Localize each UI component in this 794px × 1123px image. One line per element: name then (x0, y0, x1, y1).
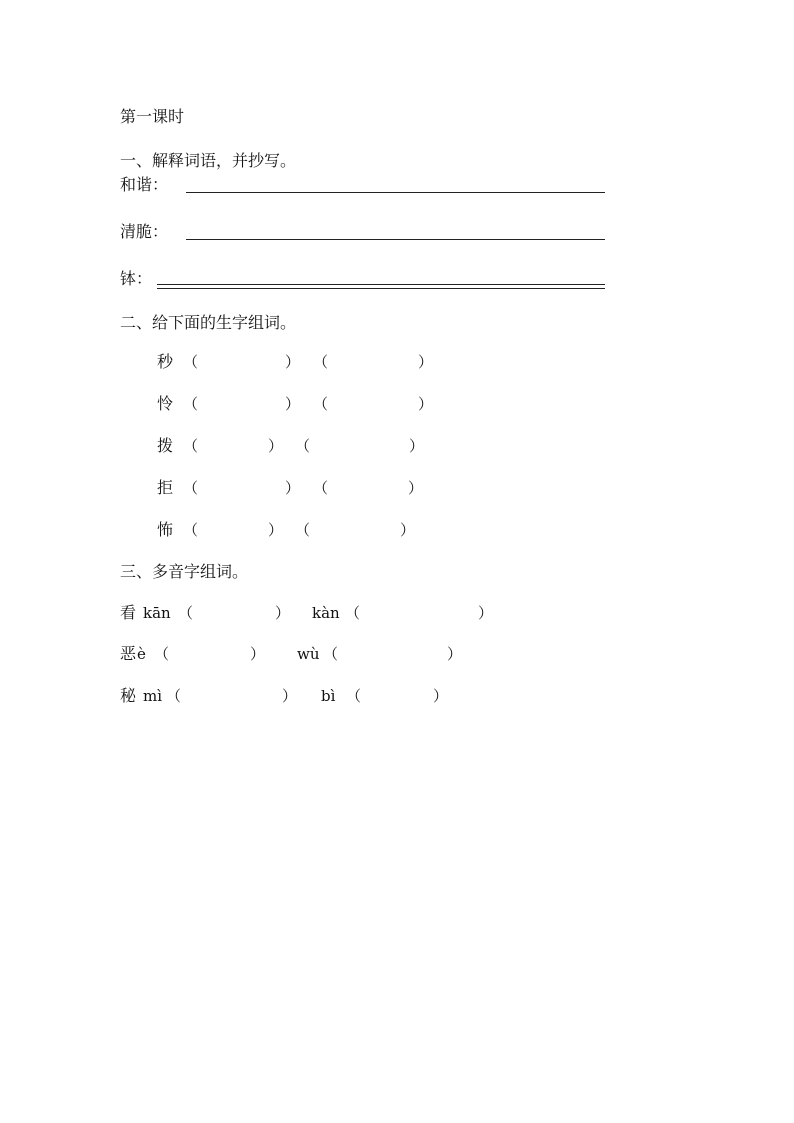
section1-heading: 一、解释词语，并抄写。 (120, 151, 297, 170)
paren-open: （ (154, 645, 170, 663)
paren-open: （ (345, 604, 361, 622)
paren-open: （ (313, 353, 329, 371)
vocab-label-bo: 钵： (120, 269, 153, 288)
char-bo: 拨 (157, 436, 174, 455)
lesson-title: 第一课时 (120, 107, 185, 126)
answer-line-qingcui[interactable] (186, 239, 605, 240)
pinyin-mi: mì (143, 687, 163, 705)
paren-close: ） (282, 687, 298, 705)
answer-line-hexie[interactable] (186, 192, 605, 193)
paren-open: （ (295, 437, 311, 455)
section3-heading: 三、多音字组词。 (120, 562, 249, 581)
pinyin-bi: bì (321, 687, 336, 705)
paren-open: （ (166, 687, 182, 705)
paren-close: ） (268, 521, 284, 539)
paren-open: （ (183, 521, 199, 539)
paren-close: ） (400, 521, 416, 539)
paren-close: ） (409, 437, 425, 455)
pinyin-e: è (137, 645, 146, 663)
pinyin-kan1: kān (143, 604, 171, 622)
paren-open: （ (346, 687, 362, 705)
paren-open: （ (178, 604, 194, 622)
pinyin-wu: wù (297, 645, 320, 663)
paren-close: ） (250, 645, 266, 663)
vocab-label-hexie: 和谐： (120, 175, 169, 194)
char-lian: 怜 (157, 394, 174, 413)
paren-close: ） (433, 687, 449, 705)
paren-close: ） (285, 353, 301, 371)
paren-close: ） (285, 395, 301, 413)
answer-line-bo[interactable] (157, 284, 605, 289)
paren-open: （ (313, 479, 329, 497)
paren-open: （ (183, 437, 199, 455)
paren-close: ） (478, 604, 494, 622)
paren-close: ） (418, 395, 434, 413)
pinyin-kan2: kàn (312, 604, 340, 622)
paren-close: ） (447, 645, 463, 663)
paren-close: ） (268, 437, 284, 455)
char-bu: 怖 (157, 520, 174, 539)
paren-close: ） (408, 479, 424, 497)
paren-open: （ (183, 353, 199, 371)
paren-close: ） (285, 479, 301, 497)
paren-open: （ (295, 521, 311, 539)
section2-heading: 二、给下面的生字组词。 (120, 313, 297, 332)
vocab-label-qingcui: 清脆： (120, 222, 169, 241)
char-miao: 秒 (157, 352, 174, 371)
paren-close: ） (418, 353, 434, 371)
paren-open: （ (313, 395, 329, 413)
paren-open: （ (183, 479, 199, 497)
polyphone-char-mi: 秘 (120, 686, 137, 705)
paren-open: （ (183, 395, 199, 413)
polyphone-char-kan: 看 (120, 603, 137, 622)
polyphone-char-e: 恶 (120, 644, 137, 663)
paren-close: ） (275, 604, 291, 622)
paren-open: （ (323, 645, 339, 663)
char-ju: 拒 (157, 478, 174, 497)
